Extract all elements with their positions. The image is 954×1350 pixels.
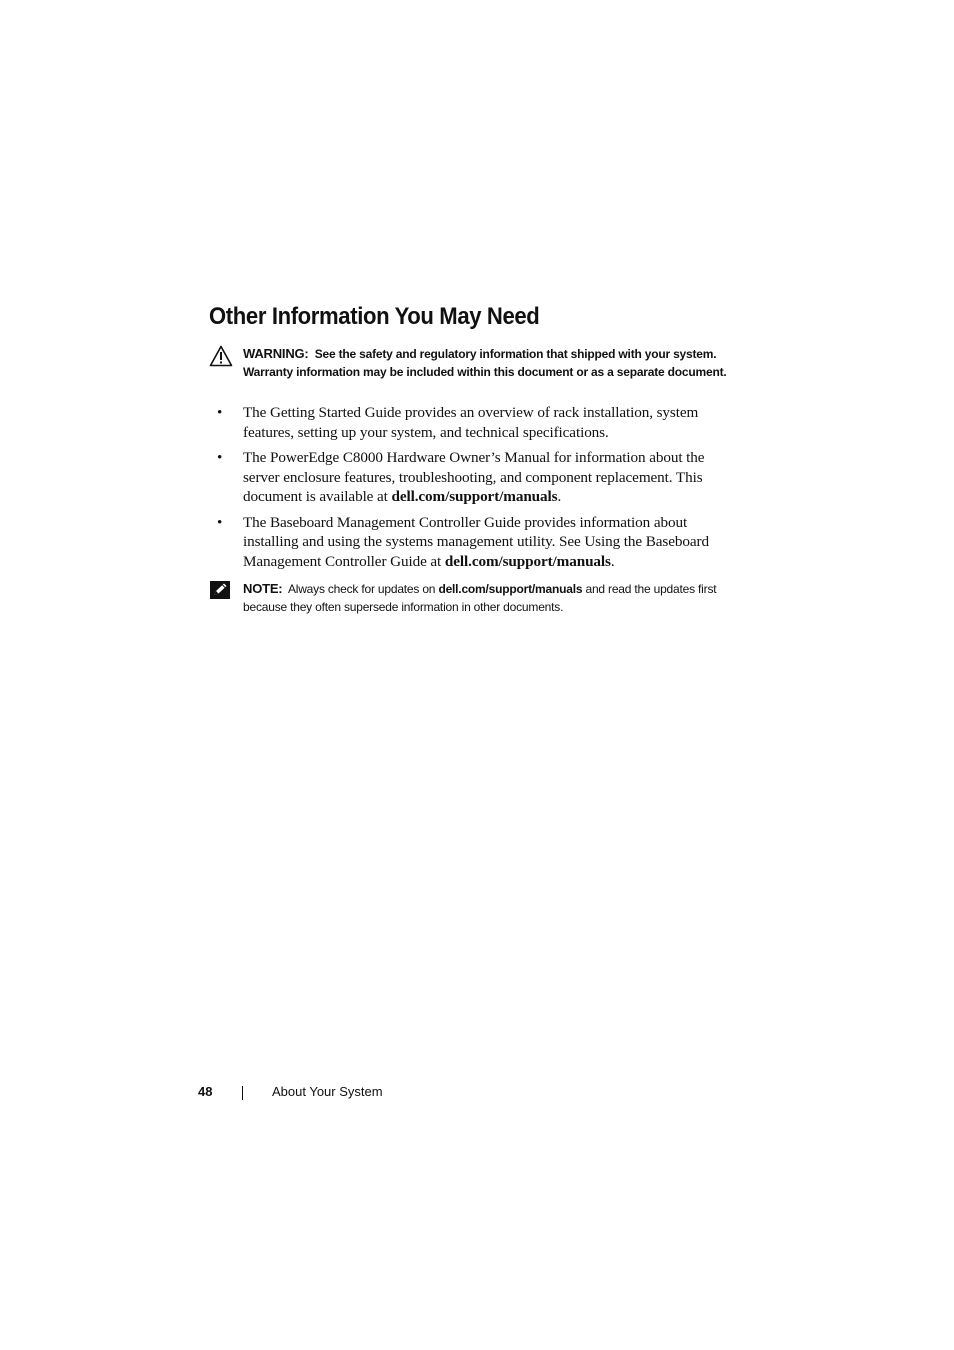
warning-notice [209, 345, 729, 401]
warning-triangle-icon [209, 345, 233, 367]
list-item-text: The Getting Started Guide provides an overview of rack installation, system features, setting up your system, and technical specifications. [243, 404, 699, 441]
footer-section-name: About Your System [272, 1084, 383, 1099]
note-body-end: and read the updates first because they often supersede information in other documents. [243, 582, 717, 614]
support-manuals-link[interactable]: dell.com/support/manuals [438, 582, 583, 596]
warning-label: WARNING: [243, 346, 309, 361]
list-item-text: The Baseboard Management Controller Guide provides information about installing and using the systems management utility. See Using the Baseboard Management Controller Guide at [243, 513, 709, 570]
page-title: Other Information You May Need [209, 303, 540, 330]
support-manuals-link[interactable]: dell.com/support/manuals [444, 552, 611, 570]
bullet-marker: • [217, 449, 223, 466]
support-manuals-link[interactable]: dell.com/support/manuals [391, 488, 558, 505]
page-footer [0, 1084, 954, 1104]
page-number: 48 [198, 1084, 213, 1099]
note-pencil-icon [209, 580, 233, 602]
list-item-owners-manual [209, 448, 729, 507]
warning-body: See the safety and regulatory information that shipped with your system. Warranty information may be included within this document or as a separate document. [243, 347, 727, 379]
list-item-bmc-guide [209, 513, 729, 572]
list-item-punctuation: . [610, 552, 615, 570]
list-item-text: The PowerEdge C8000 Hardware Owner’s Manual for information about the server enclosure features, troubleshooting, and component replacement. This document is available at [243, 449, 705, 505]
warning-text-block [243, 345, 729, 381]
info-sources-list [209, 403, 729, 577]
list-item-punctuation: . [557, 488, 562, 505]
note-notice [209, 580, 729, 618]
footer-divider [242, 1086, 243, 1100]
note-text-block [243, 580, 729, 616]
bullet-marker: • [217, 404, 223, 421]
list-item-getting-started [209, 403, 729, 442]
bullet-marker: • [217, 513, 223, 531]
note-body-start: Always check for updates on [287, 582, 436, 596]
note-label: NOTE: [243, 581, 283, 596]
